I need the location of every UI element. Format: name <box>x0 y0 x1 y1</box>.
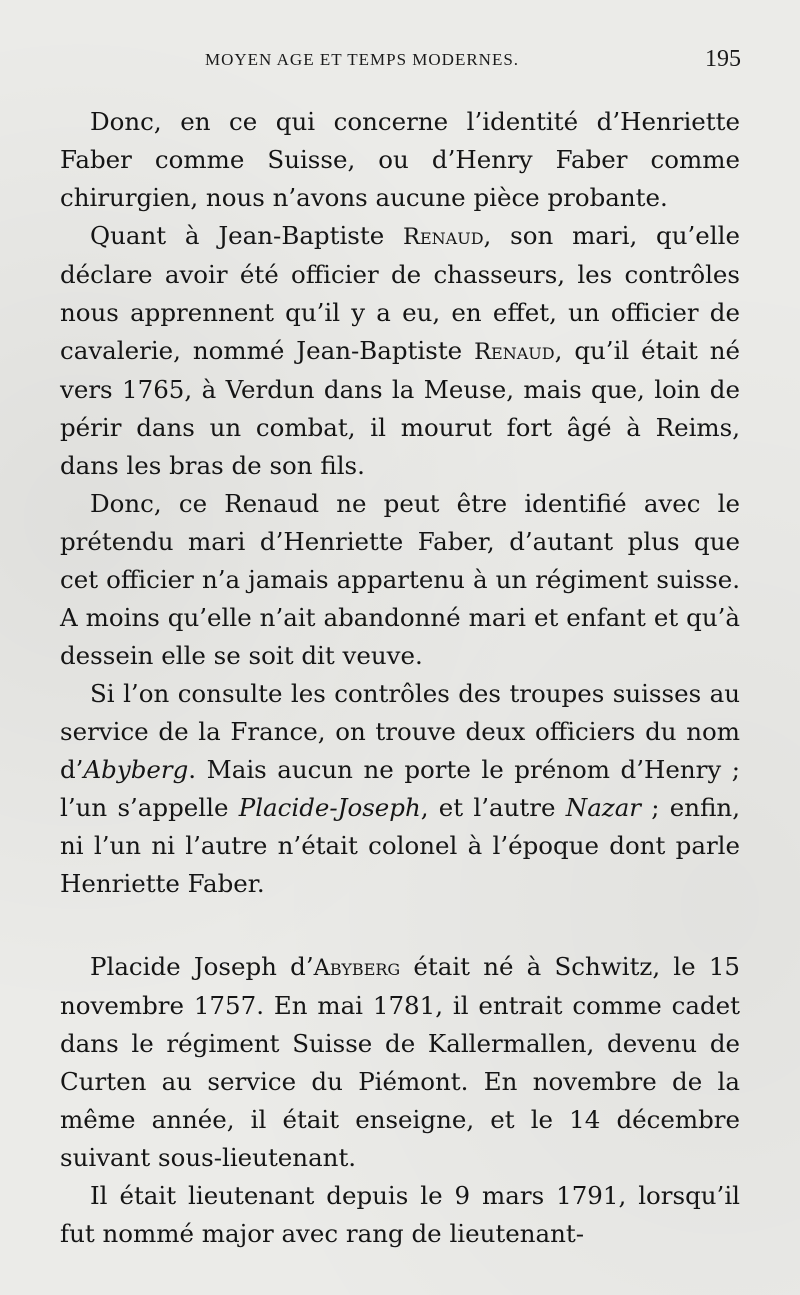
paragraph-text: Donc, ce Renaud ne peut être identifié avec le prétendu mari d’Henriette Faber, d’autant plus que cet officier n’a jamais appartenu à un régiment suisse. A moins qu’elle n’ait abandonné mari et enfant et qu’à dessein elle se soit dit veuve. <box>60 489 740 670</box>
paragraph-text-segment: , et l’autre <box>420 793 566 822</box>
paragraph-text-segment: . Mais aucun ne porte le prénom d’Henry ; l’un s’appelle <box>60 755 740 822</box>
paragraph-text-segment: était né à Schwitz, le 15 novembre 1757. En mai 1781, il entrait comme cadet dans le régiment Suisse de Kallermallen, devenu de Curten au service du Piémont. En novembre de la même année, il était enseigne, et le 14 décembre suivant sous-lieutenant. <box>60 952 740 1172</box>
surname-renaud: Renaud <box>403 224 484 250</box>
page-number: 195 <box>705 46 741 72</box>
surname-renaud: Renaud <box>474 339 555 365</box>
italic-placide-joseph: Placide-Joseph <box>238 793 421 822</box>
running-head: MOYEN AGE ET TEMPS MODERNES. <box>205 50 520 69</box>
paragraph-identity <box>60 103 740 217</box>
surname-abyberg: Abyberg <box>313 955 401 981</box>
paragraph-renaud <box>60 217 740 485</box>
paragraph-abyberg-biography <box>60 948 740 1177</box>
paragraph-lieutenant <box>60 1177 740 1253</box>
paragraph-swiss-troops <box>60 675 740 903</box>
paragraph-text-segment: Si l’on consulte les contrôles des troupes suisses au service de la France, on trouve deux officiers du nom d’ <box>60 679 740 784</box>
paragraph-text: Il était lieutenant depuis le 9 mars 1791, lorsqu’il fut nommé major avec rang de lieutenant- <box>60 1181 740 1248</box>
paragraph-text-segment: Placide Joseph d’ <box>90 952 314 981</box>
paragraph-text-segment: , son mari, qu’elle déclare avoir été officier de chasseurs, les contrôles nous apprennent qu’il y a eu, en effet, un officier de cavalerie, nommé Jean-Baptiste <box>60 221 740 365</box>
paragraph-conclusion <box>60 485 740 675</box>
paragraph-text-segment: Quant à Jean-Baptiste <box>90 221 404 250</box>
italic-abyberg: Abyberg <box>83 755 189 784</box>
text-block-lower <box>60 948 740 1253</box>
italic-nazar: Nazar <box>565 793 642 822</box>
paragraph-text: Donc, en ce qui concerne l’identité d’Henriette Faber comme Suisse, ou d’Henry Faber comme chirurgien, nous n’avons aucune pièce probante. <box>60 107 740 212</box>
paragraph-text-segment: , qu’il était né vers 1765, à Verdun dans la Meuse, mais que, loin de périr dans un combat, il mourut fort âgé à Reims, dans les bras de son fils. <box>60 336 740 480</box>
paragraph-text-segment: ; enfin, ni l’un ni l’autre n’était colonel à l’époque dont parle Henriette Faber. <box>60 793 740 898</box>
text-block-upper <box>60 103 740 903</box>
